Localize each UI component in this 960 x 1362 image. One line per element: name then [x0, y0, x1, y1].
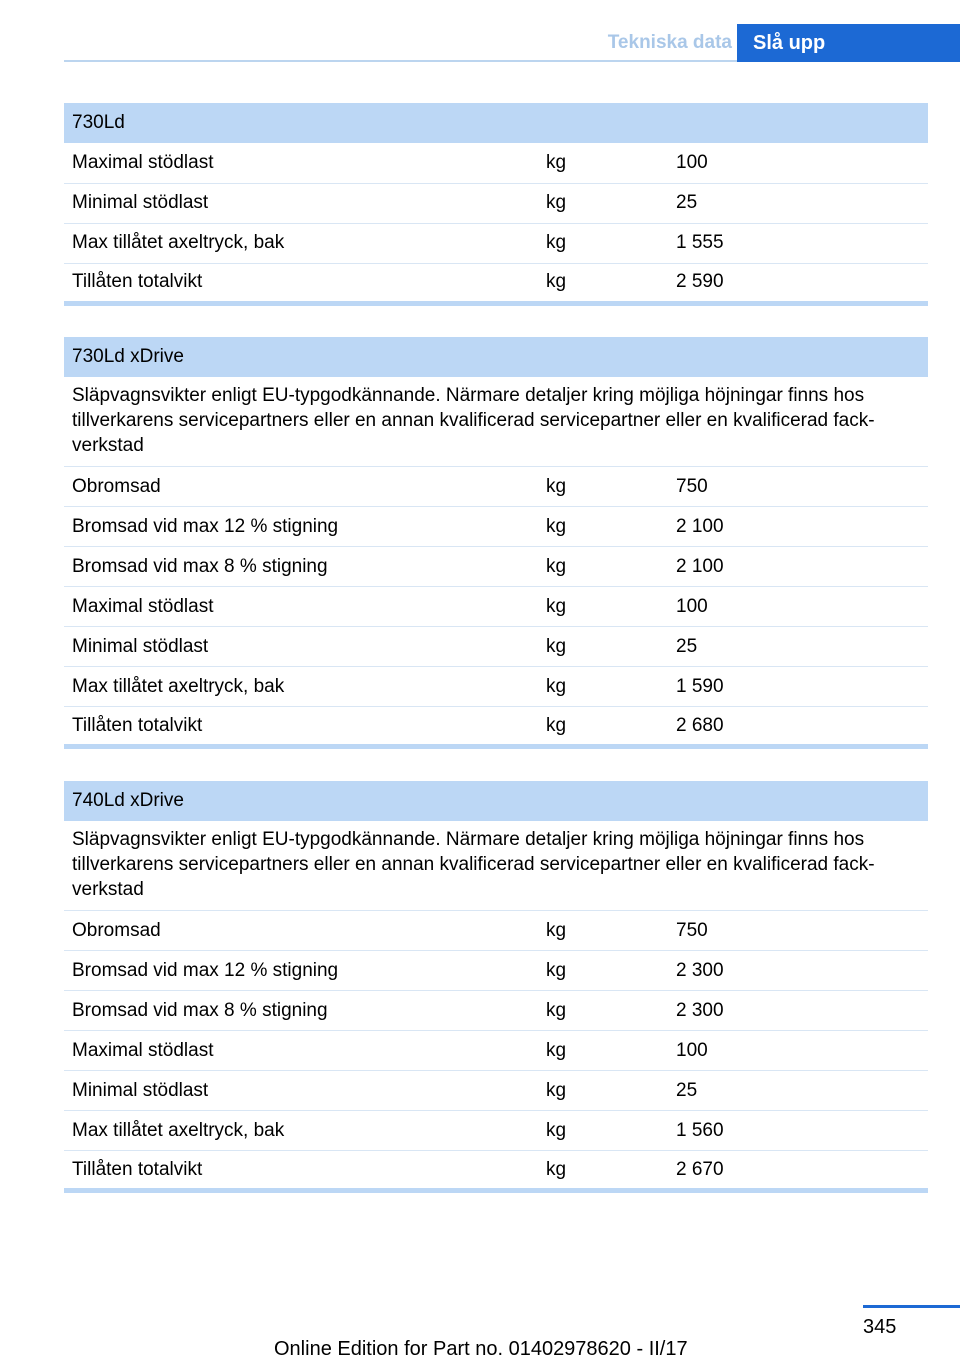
table-row: [64, 587, 928, 627]
header-section-link[interactable]: Tekniska data: [607, 32, 732, 53]
row-unit: kg: [538, 507, 668, 547]
footer-edition: Online Edition for Part no. 01402978620 - II/17: [274, 1338, 688, 1360]
row-unit: kg: [538, 667, 668, 707]
row-value: 100: [668, 143, 928, 183]
row-label: Tillåten totalvikt: [64, 263, 538, 303]
table-title: 730Ld xDrive: [64, 337, 928, 377]
row-unit: kg: [538, 1071, 668, 1111]
row-label: Bromsad vid max 12 % stigning: [64, 951, 538, 991]
row-value: 100: [668, 587, 928, 627]
row-label: Bromsad vid max 8 % stigning: [64, 991, 538, 1031]
row-unit: kg: [538, 467, 668, 507]
row-unit: kg: [538, 587, 668, 627]
row-unit: kg: [538, 707, 668, 747]
table-row: [64, 183, 928, 223]
row-value: 2 100: [668, 507, 928, 547]
spec-table-740ld-xdrive: [64, 781, 928, 1193]
row-label: Max tillåtet axeltryck, bak: [64, 1111, 538, 1151]
row-unit: kg: [538, 627, 668, 667]
row-value: 2 680: [668, 707, 928, 747]
row-value: 750: [668, 911, 928, 951]
table-title: 740Ld xDrive: [64, 781, 928, 821]
table-row: [64, 667, 928, 707]
table-title: 730Ld: [64, 103, 928, 143]
table-row: [64, 1071, 928, 1111]
row-value: 1 590: [668, 667, 928, 707]
row-label: Maximal stödlast: [64, 143, 538, 183]
table-row: [64, 951, 928, 991]
table-row: [64, 991, 928, 1031]
table-row: [64, 627, 928, 667]
row-value: 2 100: [668, 547, 928, 587]
table-note-row: [64, 377, 928, 467]
row-unit: kg: [538, 547, 668, 587]
table-row: [64, 707, 928, 747]
row-label: Minimal stödlast: [64, 1071, 538, 1111]
table-row: [64, 507, 928, 547]
row-label: Max tillåtet axeltryck, bak: [64, 223, 538, 263]
row-value: 1 555: [668, 223, 928, 263]
row-value: 2 670: [668, 1151, 928, 1191]
row-value: 2 590: [668, 263, 928, 303]
table-row: [64, 223, 928, 263]
table-row: [64, 143, 928, 183]
row-label: Tillåten totalvikt: [64, 1151, 538, 1191]
row-value: 750: [668, 467, 928, 507]
row-label: Maximal stödlast: [64, 1031, 538, 1071]
row-label: Obromsad: [64, 911, 538, 951]
row-unit: kg: [538, 223, 668, 263]
table-note-row: [64, 821, 928, 911]
row-unit: kg: [538, 263, 668, 303]
row-unit: kg: [538, 143, 668, 183]
spec-table-730ld: [64, 103, 928, 306]
spec-table-730ld-xdrive: [64, 337, 928, 749]
table-row: [64, 467, 928, 507]
row-unit: kg: [538, 991, 668, 1031]
row-label: Bromsad vid max 8 % stigning: [64, 547, 538, 587]
row-value: 25: [668, 183, 928, 223]
page-number-rule: [863, 1305, 960, 1308]
row-unit: kg: [538, 911, 668, 951]
row-label: Maximal stödlast: [64, 587, 538, 627]
table-note: Släpvagnsvikter enligt EU-typgodkännande. Närmare detaljer kring möjliga höjningar finns hos tillverkarens servicepartners eller en annan kvalificerad servicepartner eller en kvalificerad fack-verkstad: [64, 377, 928, 467]
header-active-tab[interactable]: Slå upp: [737, 24, 960, 62]
table-row: [64, 1111, 928, 1151]
row-label: Max tillåtet axeltryck, bak: [64, 667, 538, 707]
row-label: Bromsad vid max 12 % stigning: [64, 507, 538, 547]
row-value: 2 300: [668, 991, 928, 1031]
table-row: [64, 263, 928, 303]
row-unit: kg: [538, 183, 668, 223]
row-label: Tillåten totalvikt: [64, 707, 538, 747]
table-row: [64, 1031, 928, 1071]
row-unit: kg: [538, 951, 668, 991]
row-unit: kg: [538, 1111, 668, 1151]
page-number: 345: [863, 1316, 897, 1338]
row-unit: kg: [538, 1151, 668, 1191]
row-value: 25: [668, 1071, 928, 1111]
row-value: 100: [668, 1031, 928, 1071]
table-note: Släpvagnsvikter enligt EU-typgodkännande. Närmare detaljer kring möjliga höjningar finns hos tillverkarens servicepartners eller en annan kvalificerad servicepartner eller en kvalificerad fack-verkstad: [64, 821, 928, 911]
row-value: 2 300: [668, 951, 928, 991]
row-label: Obromsad: [64, 467, 538, 507]
row-value: 25: [668, 627, 928, 667]
table-row: [64, 547, 928, 587]
table-row: [64, 911, 928, 951]
table-row: [64, 1151, 928, 1191]
row-label: Minimal stödlast: [64, 627, 538, 667]
row-unit: kg: [538, 1031, 668, 1071]
row-value: 1 560: [668, 1111, 928, 1151]
row-label: Minimal stödlast: [64, 183, 538, 223]
